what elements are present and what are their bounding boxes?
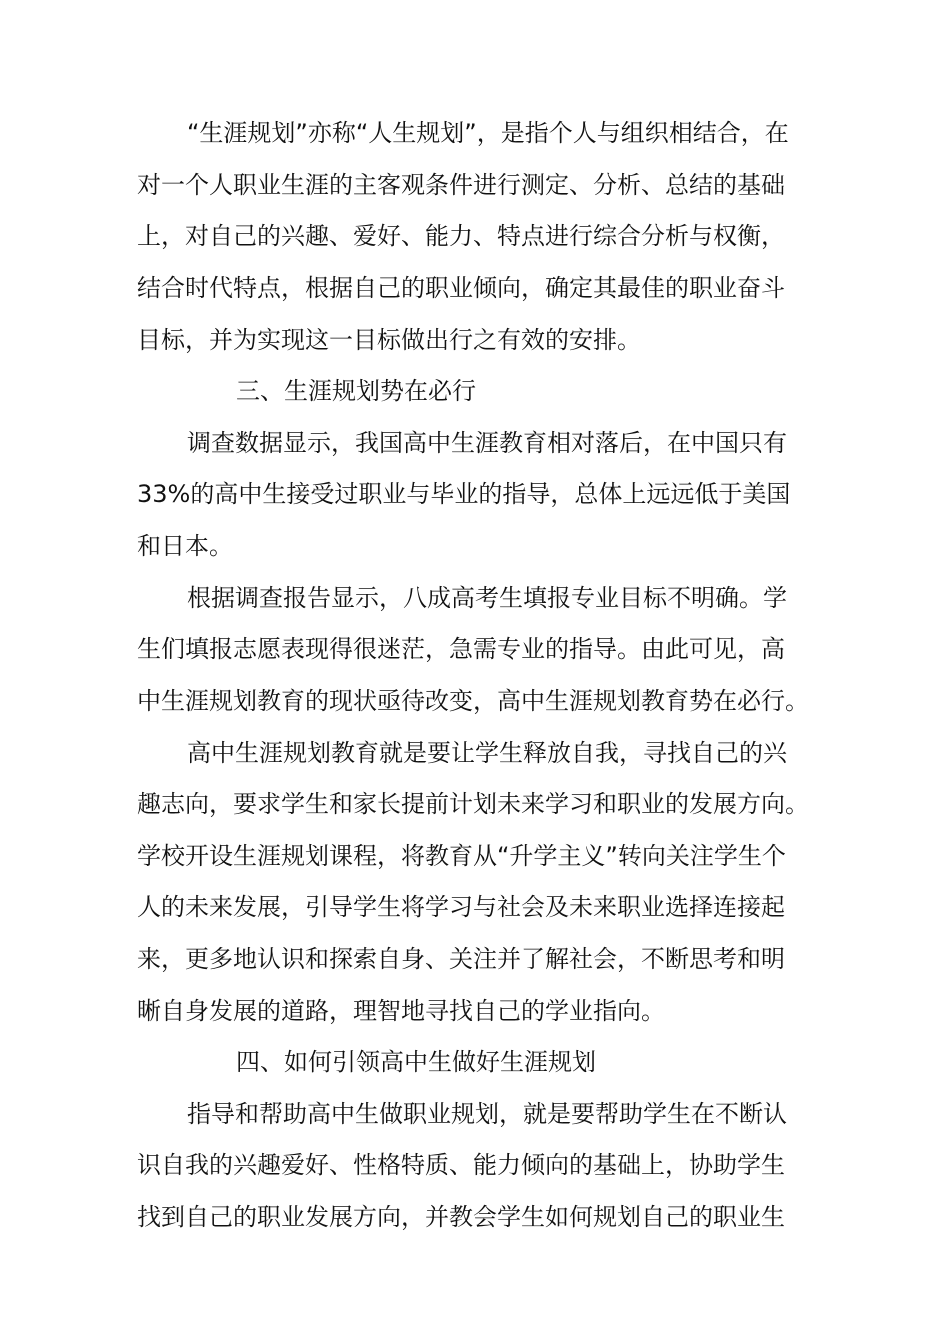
- paragraph-3-line-2: 生们填报志愿表现得很迷茫，急需专业的指导。由此可见，高: [137, 635, 785, 663]
- paragraph-2-line-2: 33%的高中生接受过职业与毕业的指导，总体上远远低于美国: [137, 480, 791, 508]
- paragraph-3-line-3: 中生涯规划教育的现状亟待改变，高中生涯规划教育势在必行。: [137, 687, 809, 715]
- paragraph-1-line-4: 结合时代特点，根据自己的职业倾向，确定其最佳的职业奋斗: [137, 274, 785, 302]
- paragraph-5-line-3: 找到自己的职业发展方向，并教会学生如何规划自己的职业生: [137, 1203, 785, 1231]
- paragraph-5-line-1: 指导和帮助高中生做职业规划，就是要帮助学生在不断认: [187, 1100, 787, 1128]
- section-heading-3: 三、生涯规划势在必行: [236, 377, 476, 405]
- paragraph-4-line-5: 来，更多地认识和探索自身、关注并了解社会，不断思考和明: [137, 945, 785, 973]
- paragraph-4-line-4: 人的未来发展，引导学生将学习与社会及未来职业选择连接起: [137, 893, 785, 921]
- paragraph-4-line-3: 学校开设生涯规划课程，将教育从“升学主义”转向关注学生个: [137, 842, 786, 870]
- paragraph-1-line-1: “生涯规划”亦称“人生规划”，是指个人与组织相结合，在: [187, 119, 789, 147]
- paragraph-1-line-5: 目标，并为实现这一目标做出行之有效的安排。: [137, 326, 641, 354]
- paragraph-3-line-1: 根据调查报告显示，八成高考生填报专业目标不明确。学: [187, 584, 787, 612]
- section-heading-4: 四、如何引领高中生做好生涯规划: [236, 1048, 596, 1076]
- paragraph-1-line-3: 上，对自己的兴趣、爱好、能力、特点进行综合分析与权衡，: [137, 222, 785, 250]
- paragraph-4-line-1: 高中生涯规划教育就是要让学生释放自我，寻找自己的兴: [187, 739, 787, 767]
- paragraph-2-line-1: 调查数据显示，我国高中生涯教育相对落后，在中国只有: [187, 429, 787, 457]
- paragraph-4-line-2: 趣志向，要求学生和家长提前计划未来学习和职业的发展方向。: [137, 790, 809, 818]
- paragraph-2-line-3: 和日本。: [137, 532, 233, 560]
- paragraph-1-line-2: 对一个人职业生涯的主客观条件进行测定、分析、总结的基础: [137, 171, 785, 199]
- paragraph-4-line-6: 晰自身发展的道路，理智地寻找自己的学业指向。: [137, 997, 665, 1025]
- paragraph-5-line-2: 识自我的兴趣爱好、性格特质、能力倾向的基础上，协助学生: [137, 1151, 785, 1179]
